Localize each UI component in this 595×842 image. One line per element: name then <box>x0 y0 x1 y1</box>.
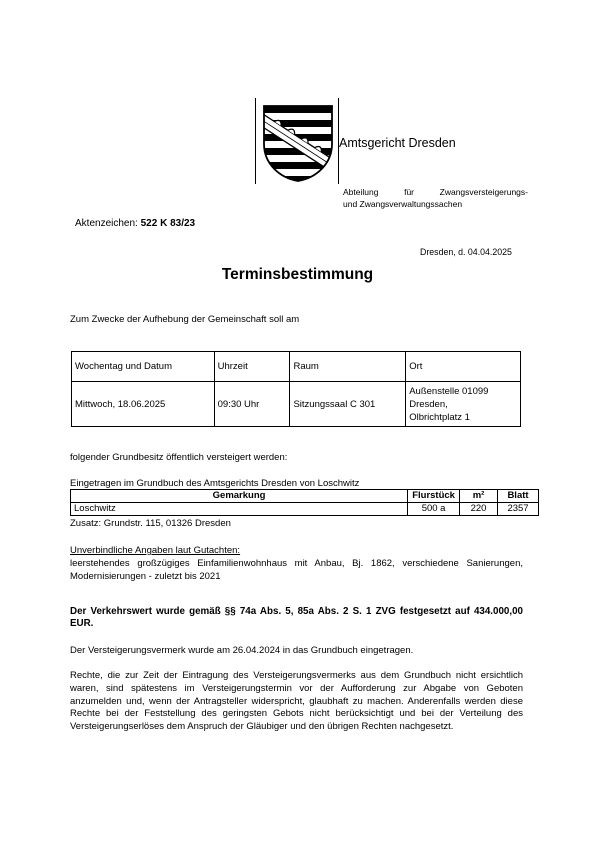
gutachten-text: leerstehendes großzügiges Einfamilienwohnhaus mit Anbau, Bj. 1862, verschiedene Sanierungen, Modernisierungen - zuletzt bis 2021 <box>70 558 523 582</box>
grundbuch-gemarkung: Loschwitz <box>71 503 408 516</box>
gutachten-label: Unverbindliche Angaben laut Gutachten: <box>70 545 241 556</box>
termin-header-ort: Ort <box>406 352 521 382</box>
department-line-2: und Zwangsverwaltungssachen <box>343 199 463 209</box>
grundbuch-header-m2: m² <box>460 490 498 503</box>
grundbuch-table-row <box>71 503 539 516</box>
following-text: folgender Grundbesitz öffentlich versteigert werden: <box>70 452 288 463</box>
verkehrswert-text: Der Verkehrswert wurde gemäß §§ 74a Abs. 5, 85a Abs. 2 S. 1 ZVG festgesetzt auf 434.000,00 EUR. <box>70 606 523 629</box>
termin-datum: Mittwoch, 18.06.2025 <box>72 382 215 427</box>
termin-header-uhrzeit: Uhrzeit <box>214 352 290 382</box>
grundbuch-table-header <box>71 490 539 503</box>
termin-header-raum: Raum <box>290 352 406 382</box>
termin-raum: Sitzungssaal C 301 <box>290 382 406 427</box>
termin-table-row <box>72 382 521 427</box>
saxony-coat-of-arms-icon <box>262 104 334 182</box>
aktenzeichen <box>75 218 195 229</box>
grundbuch-intro: Eingetragen im Grundbuch des Amtsgerichts Dresden von Loschwitz <box>70 478 360 489</box>
header-left-rule <box>255 98 256 184</box>
termin-ort <box>406 382 521 427</box>
grundbuch-header-gemarkung: Gemarkung <box>71 490 408 503</box>
grundbuch-table <box>70 489 539 516</box>
grundbuch-header-blatt: Blatt <box>498 490 539 503</box>
aktenzeichen-label: Aktenzeichen: <box>75 218 138 229</box>
grundbuch-flurstueck: 500 a <box>408 503 460 516</box>
grundbuch-m2: 220 <box>460 503 498 516</box>
grundbuch-header-flurstueck: Flurstück <box>408 490 460 503</box>
termin-table <box>71 351 521 427</box>
vermerk-text: Der Versteigerungsvermerk wurde am 26.04.2024 in das Grundbuch eingetragen. <box>70 645 414 656</box>
termin-uhrzeit: 09:30 Uhr <box>214 382 290 427</box>
termin-header-datum: Wochentag und Datum <box>72 352 215 382</box>
zusatz-text: Zusatz: Grundstr. 115, 01326 Dresden <box>70 518 231 529</box>
termin-ort-line-1: Außenstelle 01099 <box>409 385 489 397</box>
aktenzeichen-value: 522 K 83/23 <box>140 218 196 229</box>
department-line-1: Abteilung für Zwangsversteigerungs- <box>343 187 528 197</box>
document-date: Dresden, d. 04.04.2025 <box>420 247 512 257</box>
termin-table-header <box>72 352 521 382</box>
termin-ort-line-2: Dresden, <box>409 398 448 410</box>
department <box>343 186 528 210</box>
rechte-text: Rechte, die zur Zeit der Eintragung des Versteigerungsvermerks aus dem Grundbuch nicht ersichtlich waren, sind spätestens im Versteigerungstermin vor der Aufforderung zur Abgabe von Geboten anzumelden und, wenn der Antragsteller widerspricht, glaubhaft zu machen. Anderenfalls werden diese Rechte bei der Feststellung des geringsten Gebots nicht berücksichtigt und bei der Verteilung des Versteigerungserlöses dem Anspruch der Gläubiger und den übrigen Rechten nachgesetzt. <box>70 670 523 733</box>
termin-ort-line-3: Olbrichtplatz 1 <box>409 411 470 423</box>
court-name: Amtsgericht Dresden <box>339 136 456 150</box>
grundbuch-blatt: 2357 <box>498 503 539 516</box>
document-title: Terminsbestimmung <box>221 266 374 283</box>
intro-text: Zum Zwecke der Aufhebung der Gemeinschaft soll am <box>70 314 300 325</box>
